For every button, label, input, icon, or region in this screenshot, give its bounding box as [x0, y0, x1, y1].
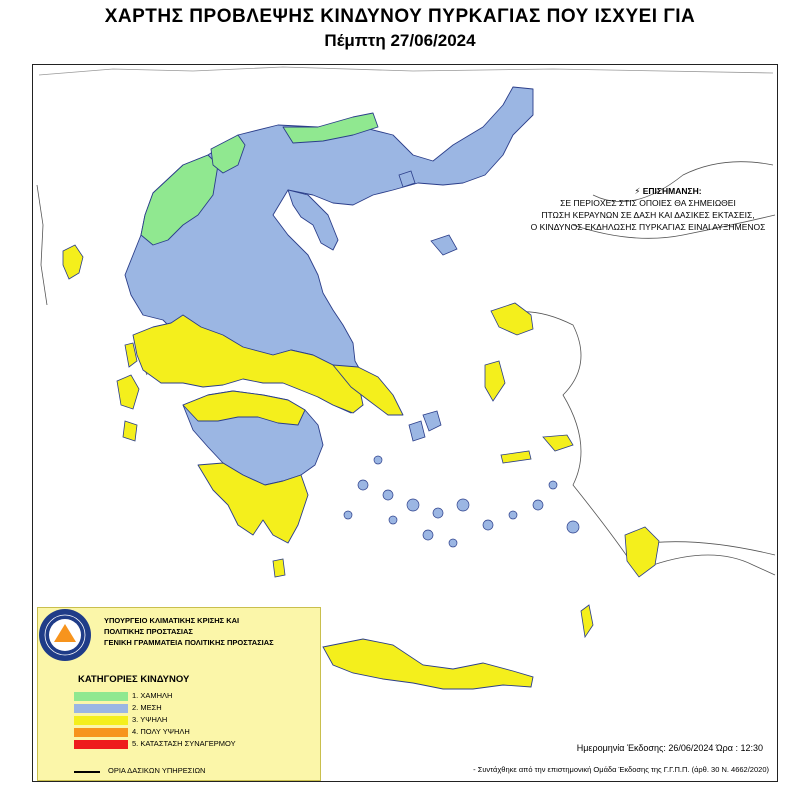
legend-label-medium: 2. ΜΕΣΗ: [132, 703, 162, 712]
legend-label-alarm: 5. ΚΑΤΑΣΤΑΣΗ ΣΥΝΑΓΕΡΜΟΥ: [132, 739, 236, 748]
notice-line-3: Ο ΚΙΝΔΥΝΟΣ ΕΚΔΗΛΩΣΗΣ ΠΥΡΚΑΓΙΑΣ ΕΙΝΑΙ ΑΥΞΗΜΕΝΟΣ: [530, 222, 766, 232]
lesvos-island: [491, 303, 533, 335]
island: [433, 508, 443, 518]
boundary-label: ΟΡΙΑ ΔΑΣΙΚΩΝ ΥΠΗΡΕΣΙΩΝ: [108, 766, 206, 775]
swatch-low: [74, 692, 128, 701]
island: [358, 480, 368, 490]
karpathos-island: [581, 605, 593, 637]
legend-label-low: 1. ΧΑΜΗΛΗ: [132, 691, 173, 700]
fire-risk-map: [32, 64, 778, 782]
island: [423, 530, 433, 540]
swatch-medium: [74, 704, 128, 713]
skyros-island: [423, 411, 441, 431]
notice-heading: ΕΠΙΣΗΜΑΝΣΗ:: [642, 186, 702, 196]
zakynthos-island: [123, 421, 137, 441]
legend-label-very-high: 4. ΠΟΛΥ ΥΨΗΛΗ: [132, 727, 190, 736]
corfu-island: [63, 245, 83, 279]
island: [389, 516, 397, 524]
lemnos-island: [431, 235, 457, 255]
island: [509, 511, 517, 519]
neighbour-coastlines: [37, 67, 775, 575]
kefalonia-island: [117, 375, 139, 409]
agency-line-2: ΠΟΛΙΤΙΚΗΣ ΠΡΟΣΤΑΣΙΑΣ: [104, 627, 193, 636]
ikaria-island: [501, 451, 531, 463]
island: [449, 539, 457, 547]
credit-line: - Συντάχθηκε από την επιστημονική Ομάδα Έκδοσης της Γ.Γ.Π.Π. (άρθ. 30 Ν. 4662/2020): [473, 765, 769, 774]
crete-island: [323, 639, 533, 689]
legend-label-high: 3. ΥΨΗΛΗ: [132, 715, 168, 724]
island: [344, 511, 352, 519]
island: [383, 490, 393, 500]
chios-island: [485, 361, 505, 401]
swatch-high: [74, 716, 128, 725]
agency-line-1: ΥΠΟΥΡΓΕΙΟ ΚΛΙΜΑΤΙΚΗΣ ΚΡΙΣΗΣ ΚΑΙ: [104, 616, 240, 625]
swatch-very-high: [74, 728, 128, 737]
lightning-icon: ⚡: [634, 186, 641, 196]
island: [407, 499, 419, 511]
lightning-notice: [513, 185, 778, 233]
agency-line-3: ΓΕΝΙΚΗ ΓΡΑΜΜΑΤΕΙΑ ΠΟΛΙΤΙΚΗΣ ΠΡΟΣΤΑΣΙΑΣ: [104, 638, 274, 647]
island: [549, 481, 557, 489]
map-legend: [37, 607, 321, 781]
civil-protection-emblem: [38, 608, 92, 662]
rhodes-island: [625, 527, 659, 577]
issue-datetime: Ημερομηνία Έκδοσης: 26/06/2024 Ώρα : 12:30: [576, 743, 763, 753]
andros-island: [409, 421, 425, 441]
map-title: ΧΑΡΤΗΣ ΠΡΟΒΛΕΨΗΣ ΚΙΝΔΥΝΟΥ ΠΥΡΚΑΓΙΑΣ ΠΟΥ ΙΣΧΥΕΙ ΓΙΑ: [104, 6, 696, 27]
cyclades-dodecanese: [344, 456, 579, 547]
dodecanese-south: [581, 527, 659, 637]
kythira-island: [273, 559, 285, 577]
island: [457, 499, 469, 511]
notice-line-1: ΣΕ ΠΕΡΙΟΧΕΣ ΣΤΙΣ ΟΠΟΙΕΣ ΘΑ ΣΗΜΕΙΩΘΕΙ: [560, 198, 736, 208]
island: [483, 520, 493, 530]
boundary-line-symbol: [74, 771, 100, 773]
island: [533, 500, 543, 510]
island: [374, 456, 382, 464]
legend-title: ΚΑΤΗΓΟΡΙΕΣ ΚΙΝΔΥΝΟΥ: [78, 674, 190, 685]
island: [567, 521, 579, 533]
samos-island: [543, 435, 573, 451]
swatch-alarm: [74, 740, 128, 749]
forecast-date: Πέμπτη 27/06/2024: [324, 31, 476, 50]
notice-line-2: ΠΤΩΣΗ ΚΕΡΑΥΝΩΝ ΣΕ ΔΑΣΗ ΚΑΙ ΔΑΣΙΚΕΣ ΕΚΤΑΣΕΙΣ,: [541, 210, 755, 220]
mainland-regions: [125, 87, 533, 543]
